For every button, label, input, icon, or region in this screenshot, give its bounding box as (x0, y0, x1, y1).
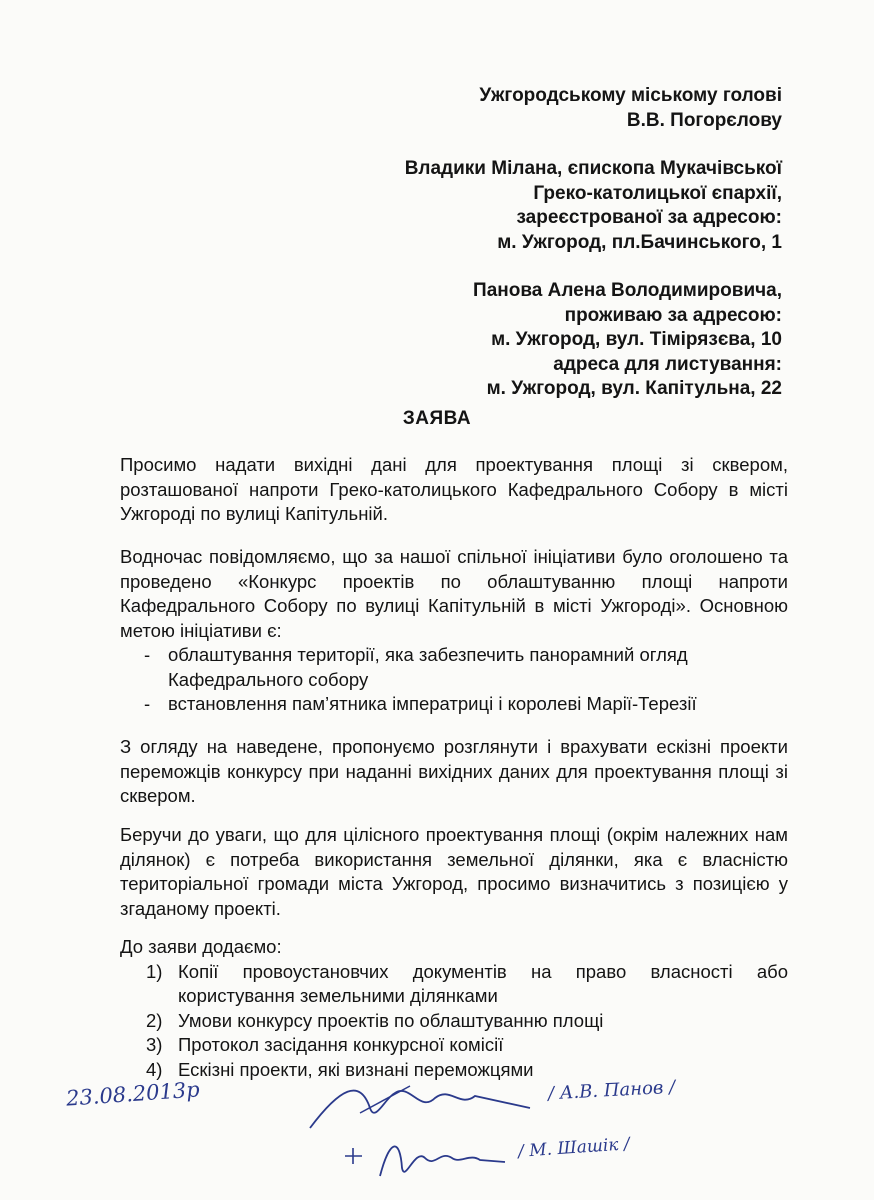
list-number: 1) (146, 960, 163, 982)
goals-list (120, 643, 788, 717)
document-title: ЗАЯВА (402, 408, 472, 429)
paragraph-initiative (120, 545, 788, 717)
addressee-line: проживаю за адресою: (564, 304, 782, 326)
addressee-line: Греко-католицької єпархії, (533, 182, 782, 204)
list-item-text: Протокол засідання конкурсної комісії (178, 1034, 504, 1055)
addressee-line: Панова Алена Володимировича, (473, 280, 782, 301)
addressee-line: м. Ужгород, вул. Тімірязєва, 10 (491, 329, 782, 350)
list-item (120, 643, 788, 692)
dash-marker: - (144, 693, 151, 714)
addressee-line: адреса для листування: (553, 353, 782, 375)
handwritten-name: / А.В. Панов / (547, 1076, 676, 1105)
paragraph-text: До заяви додаємо: (120, 936, 282, 957)
list-number: 3) (146, 1034, 163, 1055)
list-item (120, 1009, 788, 1034)
list-number: 4) (146, 1058, 163, 1080)
paragraph-land-plot (120, 823, 788, 921)
paragraph-text: Беручи до уваги, що для цілісного проектування площі (окрім належних нам ділянок) є потреба використання земельної ділянки, яка є власністю територіальної громади міста Ужгород, просимо визначитись з позицією у згаданому проекті. (120, 824, 788, 919)
addressee-sender-2 (405, 279, 782, 402)
paragraph-attachments (120, 935, 788, 1082)
list-item (120, 960, 788, 1009)
attachments-list (120, 960, 788, 1083)
addressee-line: м. Ужгород, вул. Капітульна, 22 (486, 378, 782, 399)
paragraph-proposal (120, 735, 788, 809)
addressee-line: м. Ужгород, пл.Бачинського, 1 (497, 231, 782, 253)
addressee-line: зареєстрованої за адресою: (516, 207, 782, 228)
list-item-text: облаштування території, яка забезпечить панорамний огляд Кафедрального собору (168, 644, 688, 690)
list-item (120, 1033, 788, 1058)
addressee-block (405, 84, 782, 402)
list-item-text: встановлення пам’ятника імператриці і королеві Марії-Терезії (168, 693, 697, 714)
addressee-line: В.В. Погорєлову (626, 109, 782, 131)
list-item (120, 692, 788, 717)
handwritten-date: 23.08.2013р (65, 1077, 201, 1111)
addressee-line: Ужгородському міському голові (479, 85, 782, 106)
dash-marker: - (144, 644, 151, 665)
list-item-text: Умови конкурсу проектів по облаштуванню площі (178, 1009, 604, 1031)
list-item-text: Копії провоустановчих документів на право власності або користування земельними ділянками (178, 960, 788, 1006)
addressee-recipient (405, 84, 782, 133)
signature-mark (340, 1128, 510, 1188)
paragraph-text: З огляду на наведене, пропонуємо розглянути і врахувати ескізні проекти переможців конкурсу при наданні вихідних даних для проектування площі зі сквером. (120, 736, 788, 806)
paragraph-request (120, 453, 788, 527)
handwritten-name: / М. Шашік / (517, 1134, 631, 1162)
addressee-line: Владики Мілана, єпископа Мукачівської (404, 158, 782, 179)
addressee-sender-1 (405, 157, 782, 255)
paragraph-text: Просимо надати вихідні дані для проектування площі зі сквером, розташованої напроти Греко-католицького Кафедрального Собору в місті Ужгороді по вулиці Капітульній. (120, 454, 788, 524)
list-number: 2) (146, 1009, 163, 1031)
paragraph-text: Водночас повідомляємо, що за нашої спільної ініціативи було оголошено та проведено «Конкурс проектів по облаштуванню площі напроти Кафедрального Собору по вулиці Капітульній в місті Ужгороді». Основною метою ініціативи є: (120, 546, 788, 641)
list-item-text: Ескізні проекти, які визнані переможцями (178, 1058, 534, 1080)
